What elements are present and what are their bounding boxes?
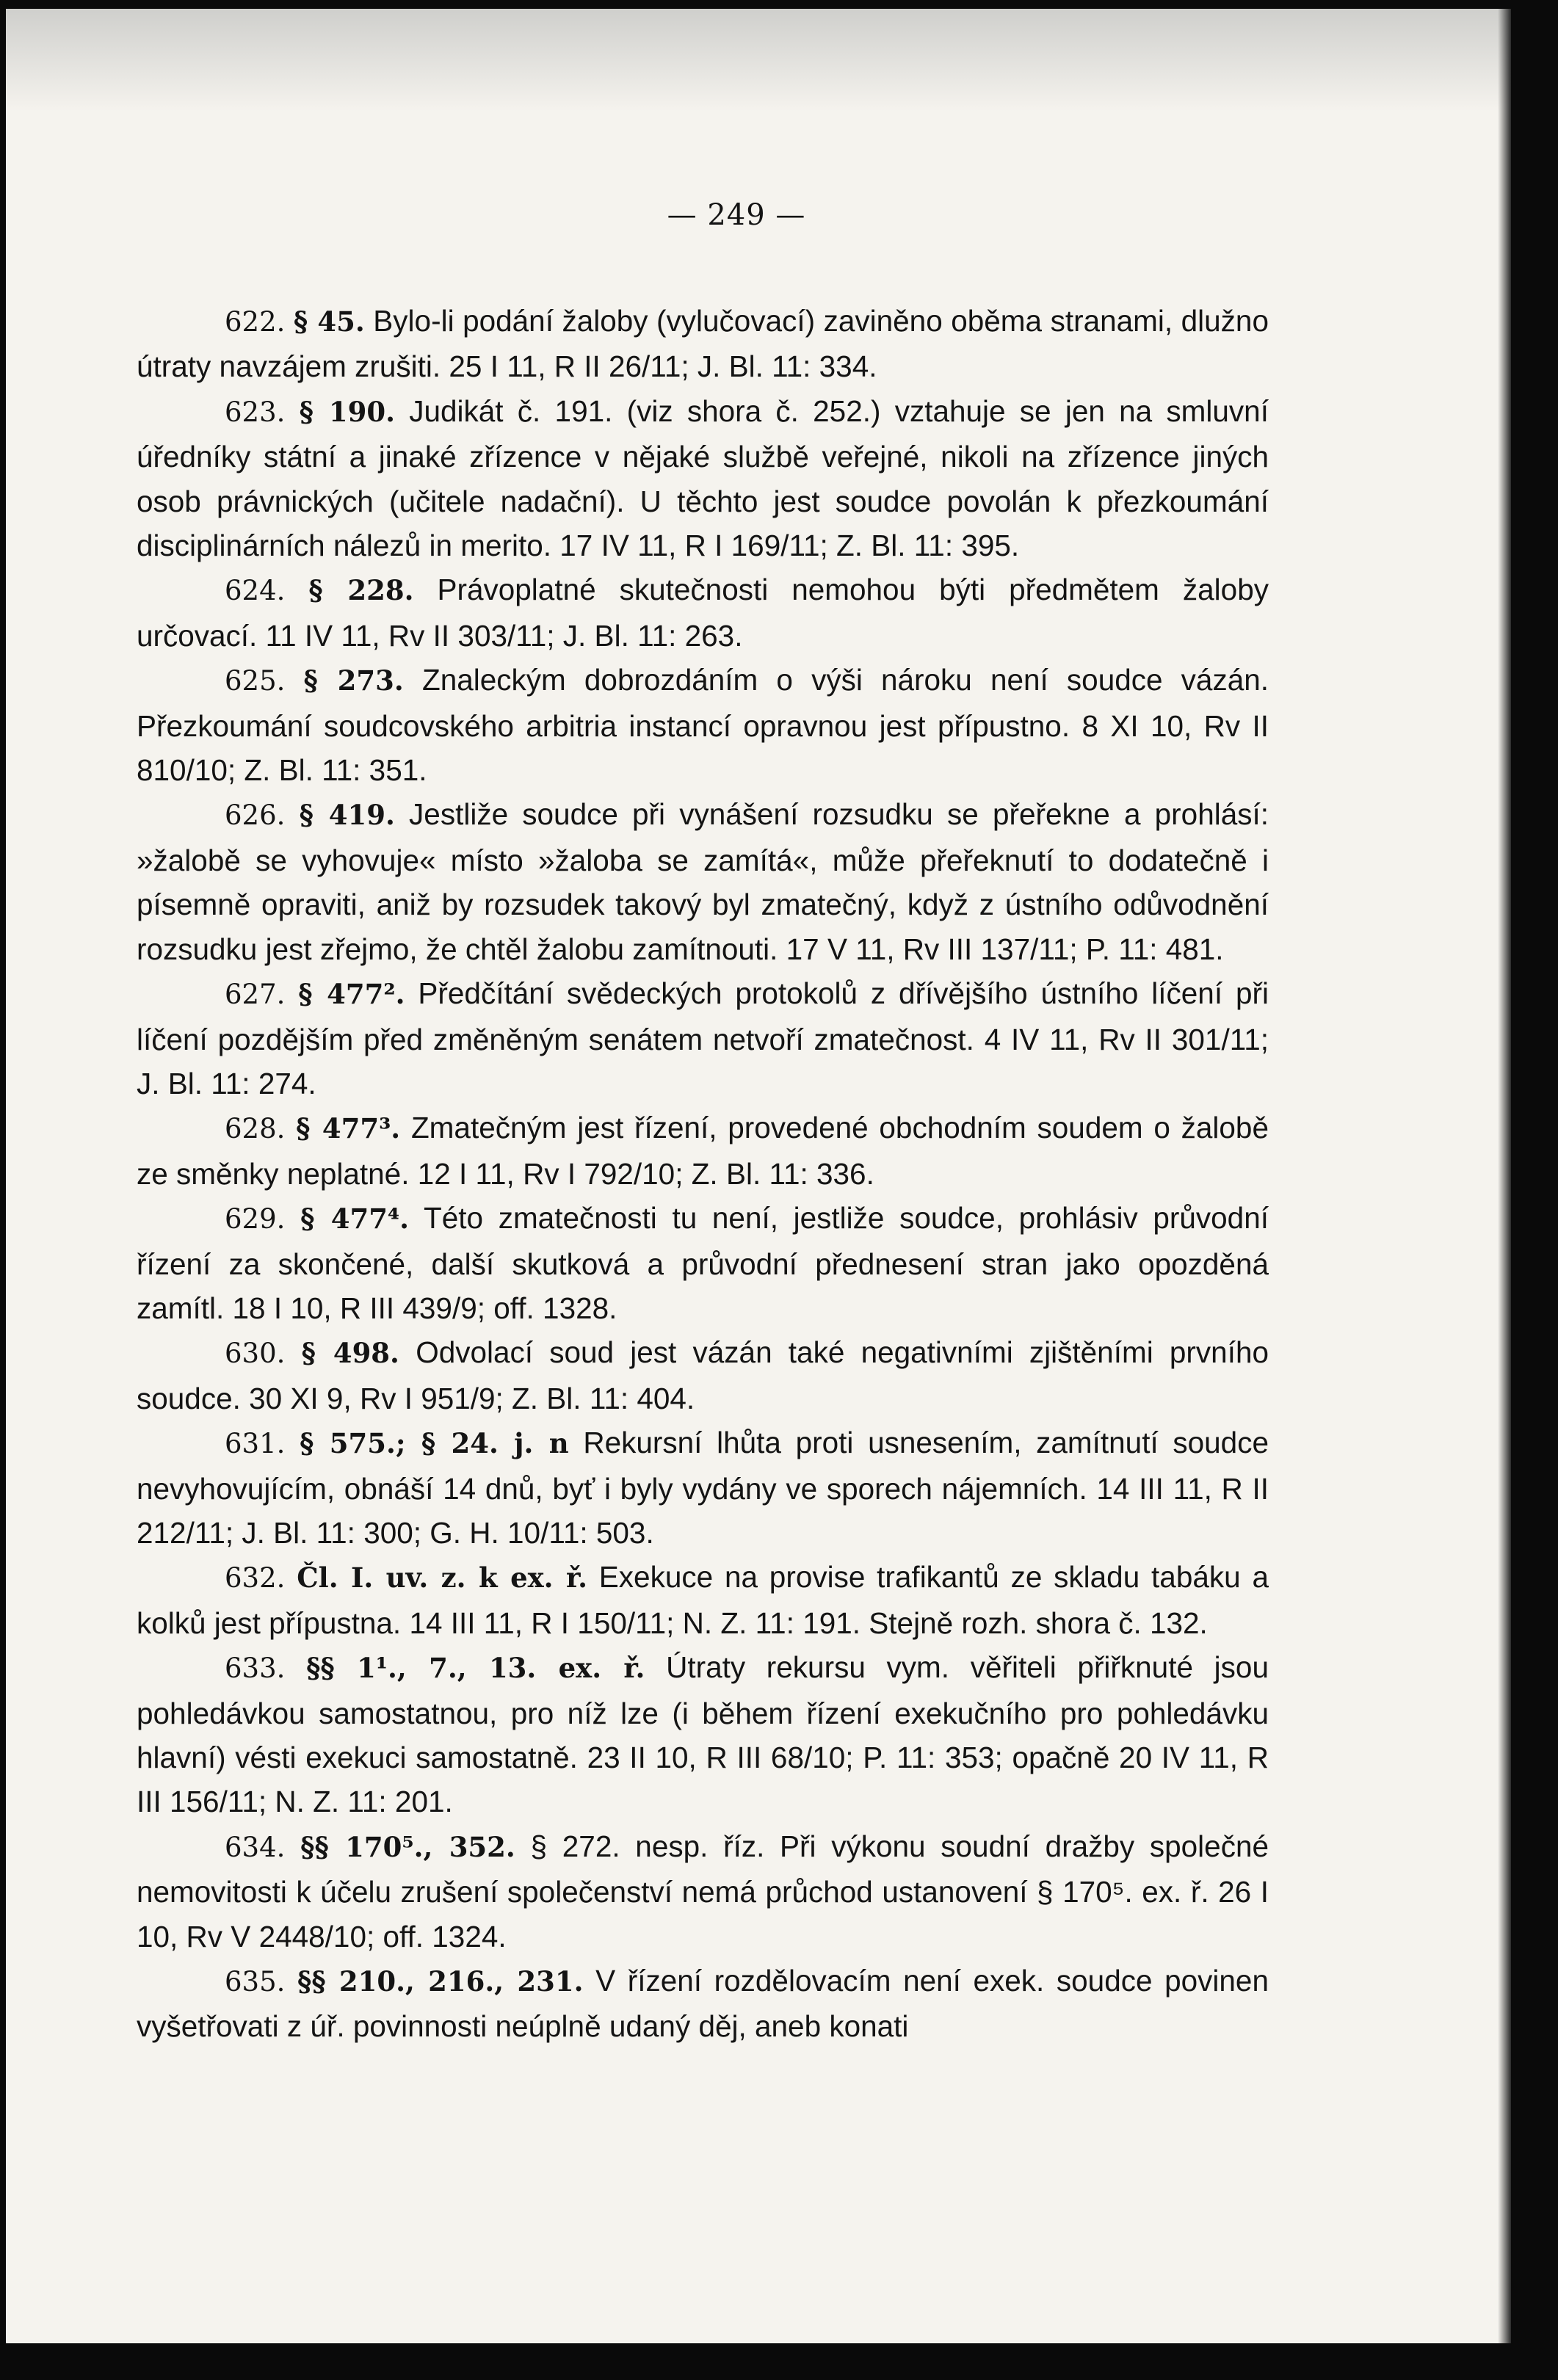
- scan-edge: [1498, 9, 1511, 2343]
- entry-text: Zmatečným jest řízení, provedené obchodním soudem o žalobě ze směnky neplatné. 12 I 11, Rv I 792/10; Z. Bl. 11: 336.: [137, 1111, 1269, 1191]
- entry-number: 630.: [225, 1338, 286, 1370]
- page-content: [137, 299, 1269, 2049]
- entry-625: [137, 658, 1269, 792]
- entry-text: Rekursní lhůta proti usnesením, zamítnutí soudce nevyhovujícím, obnáší 14 dnů, byť i byly vydány ve sporech nájemních. 14 III 11, R II 212/11; J. Bl. 11: 300; G. H. 10/11: 503.: [137, 1426, 1269, 1550]
- entry-623: [137, 389, 1269, 568]
- entry-number: 623.: [225, 396, 286, 428]
- section-reference: § 45.: [293, 305, 365, 338]
- entry-number: 632.: [225, 1562, 286, 1594]
- section-reference: § 477⁴.: [300, 1202, 410, 1236]
- scan-shadow: [6, 9, 1511, 112]
- entry-text: V řízení rozdělovacím není exek. soudce povinen vyšetřovati z úř. povinnosti neúplně udaný děj, aneb konati: [137, 1964, 1269, 2044]
- entry-number: 631.: [225, 1428, 286, 1460]
- entry-number: 634.: [225, 1831, 286, 1863]
- entry-number: 625.: [225, 665, 286, 697]
- section-reference: § 575.; § 24. j. n: [300, 1427, 569, 1460]
- entry-632: [137, 1555, 1269, 1645]
- entry-627: [137, 971, 1269, 1106]
- entry-number: 629.: [225, 1203, 286, 1236]
- section-reference: § 190.: [299, 395, 395, 428]
- entry-number: 633.: [225, 1652, 286, 1685]
- entry-text: Znaleckým dobrozdáním o výši nároku není soudce vázán. Přezkoumání soudcovského arbitria instancí opravnou jest přípustno. 8 XI 10, Rv II 810/10; Z. Bl. 11: 351.: [137, 663, 1269, 788]
- entry-text: Útraty rekursu vym. věřiteli přiřknuté jsou pohledávkou samostatnou, pro níž lze (i během řízení exekučního pro pohledávku hlavní) vésti exekuci samostatně. 23 II 10, R III 68/10; P. 11: 353; opačně 20 IV 11, R III 156/11; N. Z. 11: 201.: [137, 1650, 1269, 1819]
- section-reference: § 419.: [299, 799, 395, 832]
- entry-text: Exekuce na provise trafikantů ze skladu tabáku a kolků jest přípustna. 14 III 11, R I 150/11; N. Z. 11: 191. Stejně rozh. shora č. 132.: [137, 1560, 1269, 1640]
- entry-number: 624.: [225, 575, 286, 607]
- entry-number: 635.: [225, 1966, 286, 1998]
- page-number: — 249 —: [667, 198, 806, 232]
- entry-text: Odvolací soud jest vázán také negativními zjištěními prvního soudce. 30 XI 9, Rv I 951/9; Z. Bl. 11: 404.: [137, 1335, 1269, 1415]
- section-reference: Čl. I. uv. z. k ex. ř.: [297, 1561, 587, 1594]
- entry-text: Judikát č. 191. (viz shora č. 252.) vztahuje se jen na smluvní úředníky státní a jinaké zřízence v nějaké službě veřejné, nikoli na zřízence jiných osob právnických (učitele nadační). U těchto jest soudce povolán k přezkoumání disciplinárních nálezů in merito. 17 IV 11, R I 169/11; Z. Bl. 11: 395.: [137, 393, 1269, 563]
- entry-text: Bylo-li podání žaloby (vylučovací) zaviněno oběma stranami, dlužno útraty navzájem zrušiti. 25 I 11, R II 26/11; J. Bl. 11: 334.: [137, 304, 1269, 384]
- entry-630: [137, 1330, 1269, 1421]
- entry-628: [137, 1106, 1269, 1196]
- section-reference: §§ 1¹., 7., 13. ex. ř.: [306, 1652, 645, 1685]
- section-reference: §§ 170⁵., 352.: [300, 1830, 515, 1863]
- section-reference: § 228.: [308, 574, 414, 607]
- entry-624: [137, 567, 1269, 658]
- scanned-page: [6, 9, 1511, 2343]
- entry-631: [137, 1421, 1269, 1555]
- entry-635: [137, 1959, 1269, 2049]
- section-reference: § 477².: [298, 978, 405, 1011]
- section-reference: § 273.: [303, 664, 404, 697]
- section-reference: § 498.: [301, 1337, 399, 1370]
- entry-622: [137, 299, 1269, 389]
- entry-number: 622.: [225, 306, 286, 338]
- entry-634: [137, 1824, 1269, 1959]
- entry-626: [137, 792, 1269, 971]
- entry-number: 626.: [225, 799, 286, 832]
- entry-629: [137, 1196, 1269, 1330]
- section-reference: § 477³.: [296, 1112, 401, 1145]
- entry-number: 628.: [225, 1113, 286, 1145]
- entry-text: Právoplatné skutečnosti nemohou býti předmětem žaloby určovací. 11 IV 11, Rv II 303/11; J. Bl. 11: 263.: [137, 573, 1269, 653]
- entry-text: Jestliže soudce při vynášení rozsudku se přeřekne a prohlásí: »žalobě se vyhovuje« místo »žaloba se zamítá«, může přeřeknutí to dodatečně i písemně opraviti, aniž by rozsudek takový byl zmatečný, když z ústního odůvodnění rozsudku jest zřejmo, že chtěl žalobu zamítnouti. 17 V 11, Rv III 137/11; P. 11: 481.: [137, 797, 1269, 966]
- entry-text: Předčítání svědeckých protokolů z dřívějšího ústního líčení při líčení pozdějším před změněným senátem netvoří zmatečnost. 4 IV 11, Rv II 301/11; J. Bl. 11: 274.: [137, 976, 1269, 1100]
- entry-633: [137, 1645, 1269, 1824]
- section-reference: §§ 210., 216., 231.: [297, 1965, 584, 1998]
- entry-text: § 272. nesp. říz. Při výkonu soudní dražby společné nemovitosti k účelu zrušení společenství nemá průchod ustanovení § 170⁵. ex. ř. 26 I 10, Rv V 2448/10; off. 1324.: [137, 1829, 1269, 1953]
- entry-text: Této zmatečnosti tu není, jestliže soudce, prohlásiv průvodní řízení za skončené, další skutková a průvodní přednesení stran jako opozděná zamítl. 18 I 10, R III 439/9; off. 1328.: [137, 1201, 1269, 1325]
- entry-number: 627.: [225, 979, 286, 1011]
